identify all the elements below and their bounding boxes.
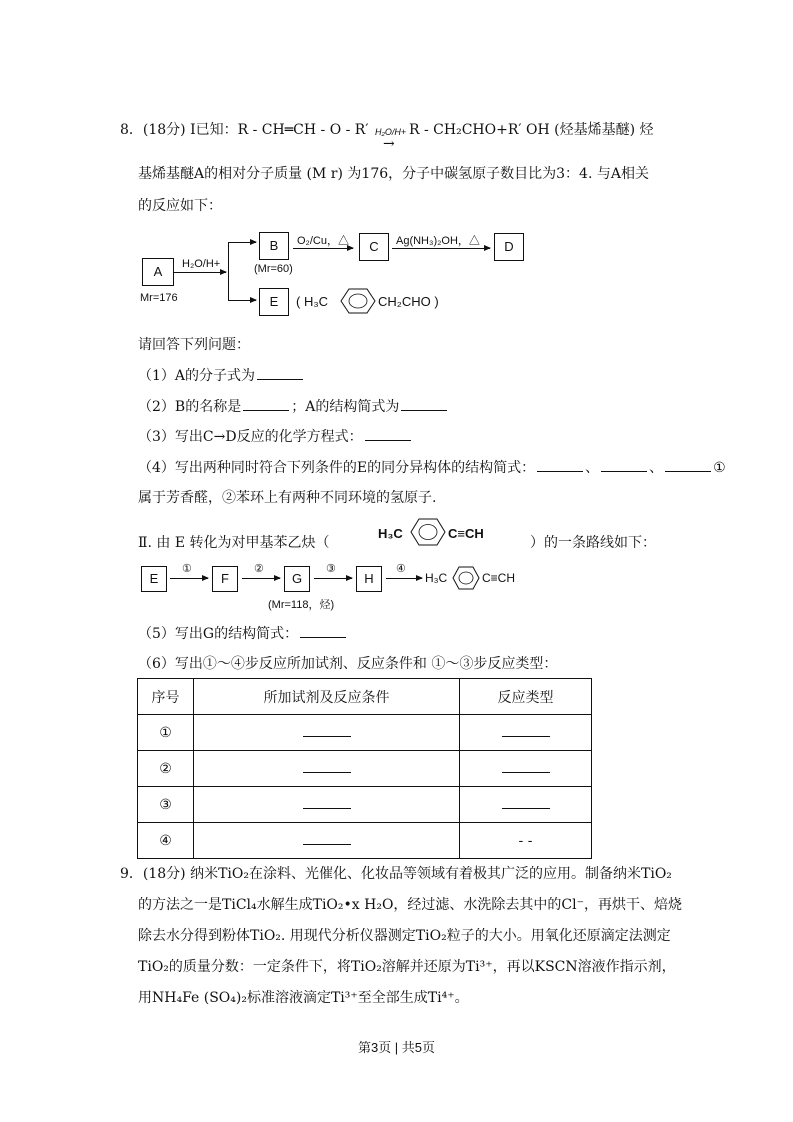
box-E: E	[259, 288, 289, 316]
prod-left: H₃C	[425, 571, 448, 585]
table-row	[138, 823, 592, 859]
header-cell: 所加试剂及反应条件	[194, 679, 460, 715]
route-G: G	[284, 566, 310, 592]
sub4-line2: 属于芳香醛，②苯环上有两种不同环境的氢原子.	[138, 490, 437, 506]
arrow-to-B	[228, 242, 256, 243]
sub5: （5）写出G的结构简式：	[138, 624, 348, 644]
header-cell: 反应类型	[460, 679, 592, 715]
route-arrow-3	[314, 578, 352, 579]
row-index: ②	[138, 751, 194, 787]
step-4: ④	[396, 563, 406, 575]
table-row	[138, 787, 592, 823]
hydrolysis-cond: H₂O/H+	[182, 258, 221, 270]
row-index: ①	[138, 715, 194, 751]
sub3: （3）写出C→D反应的化学方程式：	[138, 427, 413, 447]
step-3: ③	[326, 563, 336, 575]
last-type: - -	[460, 823, 592, 859]
answer-blank[interactable]	[303, 760, 351, 773]
q9-line2: 的方法之一是TiCl₄水解生成TiO₂•x H₂O，经过滤、水洗除去其中的Cl⁻，再烘干、焙烧	[138, 897, 683, 913]
E-left: ( H₃C	[296, 294, 329, 309]
sub1: （1）A的分子式为	[138, 366, 305, 386]
route-arrow-4	[386, 578, 422, 579]
arrow-silver	[392, 248, 490, 249]
benzene-ring-icon	[410, 517, 446, 547]
arrow-hydrolysis	[174, 272, 226, 273]
part2-b: ）的一条路线如下：	[530, 535, 656, 551]
step-2: ②	[254, 563, 264, 575]
prompt: 请回答下列问题：	[138, 337, 250, 353]
mol-left: H₃C	[378, 526, 403, 541]
q9-line1: 9．(18分) 纳米TiO₂在涂料、光催化、化妆品等领域有着极其广泛的应用。制备纳米TiO₂	[120, 866, 672, 882]
answer-blank[interactable]	[303, 796, 351, 809]
part2-a: Ⅱ. 由 E 转化为对甲基苯乙炔（	[138, 535, 330, 551]
sub2: （2）B的名称是 ；A的结构简式为	[138, 397, 449, 417]
E-right: CH₂CHO )	[378, 294, 439, 309]
mol-right: C≡CH	[448, 526, 484, 541]
answer-blank[interactable]	[502, 760, 550, 773]
oxidation-cond: O₂/Cu，△	[297, 235, 349, 247]
q9-line4: TiO₂的质量分数：一定条件下，将TiO₂溶解并还原为Ti³⁺，再以KSCN溶液作指示剂，	[138, 959, 676, 975]
B-mr: (Mr=60)	[254, 263, 293, 275]
step-1: ①	[182, 563, 192, 575]
table-header-row	[138, 679, 592, 715]
box-A: A	[142, 258, 174, 286]
prod-right: C≡CH	[482, 571, 515, 585]
answer-blank[interactable]	[502, 796, 550, 809]
answer-blank[interactable]	[257, 367, 303, 380]
box-C: C	[359, 233, 389, 261]
answer-blank[interactable]	[537, 459, 583, 472]
header-cell: 序号	[138, 679, 194, 715]
q8-line1: 8．(18分) Ⅰ已知：R - CH═CH - O - R′ H₂O/H+ → R - CH₂CHO+R′ OH (烃基烯基醚) 烃	[120, 122, 654, 152]
route-F: F	[212, 566, 238, 592]
box-B: B	[259, 232, 289, 260]
arrow-oxidation	[293, 248, 353, 249]
answer-blank[interactable]	[300, 625, 346, 638]
page-footer: 第3页 | 共5页	[357, 1040, 436, 1055]
sub6: （6）写出①～④步反应所加试剂、反应条件和 ①～③步反应类型：	[138, 656, 558, 672]
silver-cond: Ag(NH₃)₂OH，△	[396, 235, 480, 247]
q8-line2: 基烯基醚A的相对分子质量 (M r) 为176，分子中碳氢原子数目比为3：4. 与A相关	[138, 166, 649, 182]
answer-blank[interactable]	[601, 459, 647, 472]
benzene-ring-icon	[340, 287, 376, 315]
answer-blank[interactable]	[502, 724, 550, 737]
table-row	[138, 715, 592, 751]
row-index: ④	[138, 823, 194, 859]
answer-blank[interactable]	[243, 398, 289, 411]
route-E: E	[141, 566, 167, 592]
branch-line	[228, 242, 229, 300]
answer-blank[interactable]	[365, 428, 411, 441]
answer-blank[interactable]	[665, 459, 711, 472]
route-arrow-2	[242, 578, 280, 579]
route-H: H	[356, 566, 382, 592]
arrow-to-E	[228, 300, 256, 301]
answer-blank[interactable]	[401, 398, 447, 411]
answer-blank[interactable]	[303, 724, 351, 737]
A-mr: Mr=176	[140, 292, 178, 304]
reaction-table	[137, 678, 592, 859]
q9-line3: 除去水分得到粉体TiO₂. 用现代分析仪器测定TiO₂粒子的大小。用氧化还原滴定法测定	[138, 928, 671, 944]
table-row	[138, 751, 592, 787]
benzene-ring-icon	[452, 566, 480, 590]
G-note: (Mr=118，烃)	[268, 599, 335, 611]
route-arrow-1	[170, 578, 208, 579]
q9-line5: 用NH₄Fe (SO₄)₂标准溶液滴定Ti³⁺至全部生成Ti⁴⁺。	[138, 990, 469, 1006]
q8-line3: 的反应如下：	[138, 198, 222, 214]
row-index: ③	[138, 787, 194, 823]
answer-blank[interactable]	[303, 832, 351, 845]
box-D: D	[494, 233, 524, 261]
sub4: （4）写出两种同时符合下列条件的E的同分异构体的结构简式： 、 、 ①	[138, 460, 726, 476]
